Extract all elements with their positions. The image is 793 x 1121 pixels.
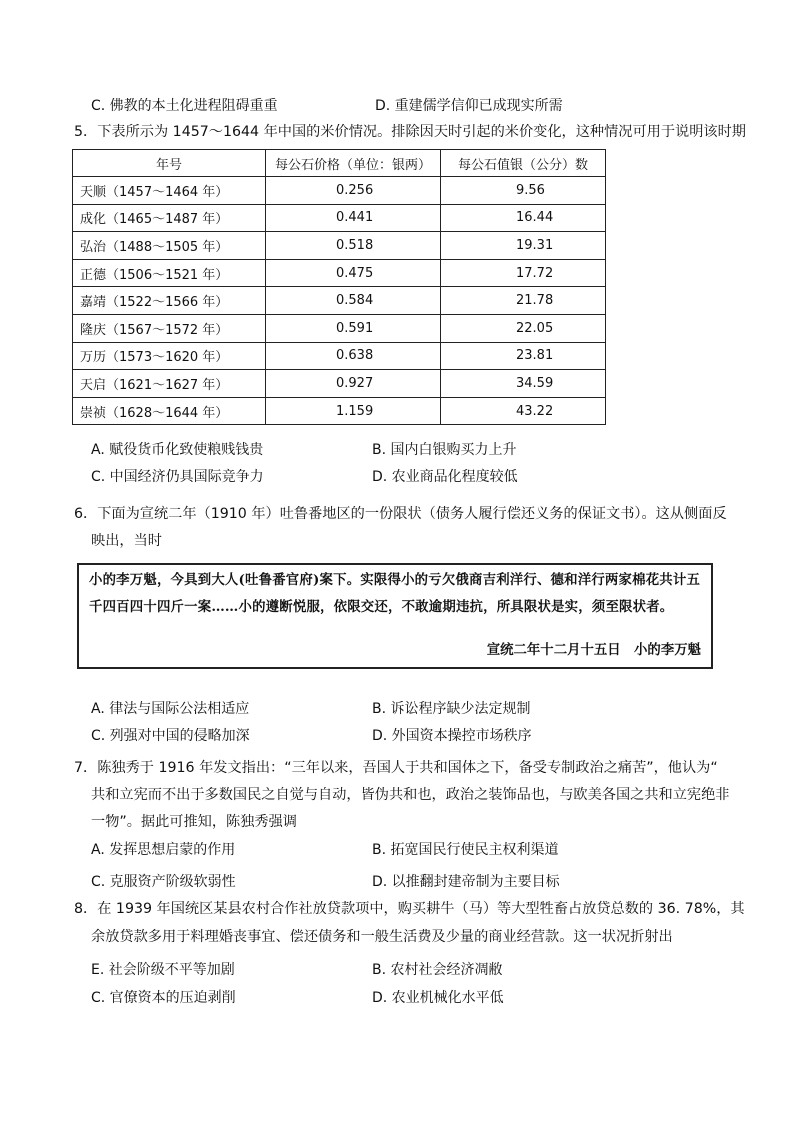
cell-price: 1.159	[266, 397, 441, 425]
q6-option-a: A. 律法与国际公法相适应	[91, 701, 250, 717]
cell-price: 0.441	[266, 204, 441, 232]
q8-option-a: E. 社会阶级不平等加剧	[91, 962, 235, 978]
pledge-document-text: 小的李万魁，今具到大人(吐鲁番官府)案下。实限得小的亏欠俄商吉利洋行、德和洋行两家棉花共计五千四百四十四斤一案……小的遵断悦服，依限交还，不敢逾期违抗，所具限状是实，须至限状者。	[89, 572, 701, 615]
cell-grams: 19.31	[441, 232, 606, 260]
cell-era: 崇祯（1628～1644 年）	[73, 397, 266, 425]
q7-stem-line3: 一物”。据此可推知，陈独秀强调	[91, 814, 297, 830]
q5-option-b: B. 国内白银购买力上升	[372, 442, 517, 458]
cell-era: 天顺（1457～1464 年）	[73, 177, 266, 205]
table-row	[73, 287, 606, 315]
cell-era: 天启（1621～1627 年）	[73, 370, 266, 398]
cell-grams: 17.72	[441, 259, 606, 287]
cell-grams: 34.59	[441, 370, 606, 398]
cell-era: 嘉靖（1522～1566 年）	[73, 287, 266, 315]
q4-option-c: C. 佛教的本土化进程阻碍重重	[91, 98, 278, 114]
q5-stem: 5．下表所示为 1457～1644 年中国的米价情况。排除因天时引起的米价变化，这种情况可用于说明该时期	[74, 124, 746, 140]
cell-era: 万历（1573～1620 年）	[73, 342, 266, 370]
q7-option-c: C. 克服资产阶级软弱性	[91, 874, 236, 890]
q5-option-c: C. 中国经济仍具国际竞争力	[91, 469, 264, 485]
q8-stem-line1: 8．在 1939 年国统区某县农村合作社放贷款项中，购买耕牛（马）等大型牲畜占放贷总数的 36. 78%，其	[74, 901, 745, 917]
table-row	[73, 397, 606, 425]
cell-price: 0.518	[266, 232, 441, 260]
table-row	[73, 314, 606, 342]
q8-option-c: C. 官僚资本的压迫剥削	[91, 990, 236, 1006]
header-era: 年号	[73, 150, 266, 177]
q5-option-a: A. 赋役货币化致使粮贱钱贵	[91, 442, 264, 458]
cell-price: 0.591	[266, 314, 441, 342]
table-row	[73, 204, 606, 232]
header-price: 每公石价格（单位：银两）	[266, 150, 441, 177]
pledge-document-signature: 宣统二年十二月十五日 小的李万魁	[486, 642, 701, 658]
cell-grams: 23.81	[441, 342, 606, 370]
cell-era: 隆庆（1567～1572 年）	[73, 314, 266, 342]
cell-price: 0.638	[266, 342, 441, 370]
q7-stem-line2: 共和立宪而不出于多数国民之自觉与自动，皆伪共和也，政治之装饰品也，与欧美各国之共和立宪绝非	[91, 787, 730, 803]
q7-option-b: B. 拓宽国民行使民主权利渠道	[372, 842, 559, 858]
cell-era: 弘治（1488～1505 年）	[73, 232, 266, 260]
cell-grams: 22.05	[441, 314, 606, 342]
cell-price: 0.256	[266, 177, 441, 205]
q6-stem-line2: 映出，当时	[91, 533, 162, 549]
table-row	[73, 232, 606, 260]
q7-stem-line1: 7．陈独秀于 1916 年发文指出：“三年以来，吾国人于共和国体之下，备受专制政治之痛苦”，他认为“	[74, 760, 718, 776]
table-row	[73, 370, 606, 398]
q6-option-b: B. 诉讼程序缺少法定规制	[372, 701, 531, 717]
table-row	[73, 342, 606, 370]
table-row	[73, 259, 606, 287]
cell-era: 成化（1465～1487 年）	[73, 204, 266, 232]
q4-option-d: D. 重建儒学信仰已成现实所需	[375, 98, 563, 114]
table-header-row	[73, 150, 606, 177]
q6-option-d: D. 外国资本操控市场秩序	[372, 728, 532, 744]
cell-price: 0.584	[266, 287, 441, 315]
cell-era: 正德（1506～1521 年）	[73, 259, 266, 287]
q7-option-d: D. 以推翻封建帝制为主要目标	[372, 874, 560, 890]
cell-grams: 16.44	[441, 204, 606, 232]
q7-option-a: A. 发挥思想启蒙的作用	[91, 842, 236, 858]
q8-option-b: B. 农村社会经济凋敝	[372, 962, 503, 978]
q6-option-c: C. 列强对中国的侵略加深	[91, 728, 250, 744]
cell-price: 0.475	[266, 259, 441, 287]
cell-grams: 21.78	[441, 287, 606, 315]
pledge-document-box	[77, 563, 713, 669]
q8-option-d: D. 农业机械化水平低	[372, 990, 504, 1006]
cell-price: 0.927	[266, 370, 441, 398]
rice-price-table	[72, 149, 606, 425]
cell-grams: 9.56	[441, 177, 606, 205]
cell-grams: 43.22	[441, 397, 606, 425]
header-grams: 每公石值银（公分）数	[441, 150, 606, 177]
q6-stem-line1: 6．下面为宣统二年（1910 年）吐鲁番地区的一份限状（债务人履行偿还义务的保证文书）。这从侧面反	[74, 506, 727, 522]
q5-option-d: D. 农业商品化程度较低	[372, 469, 518, 485]
q8-stem-line2: 余放贷款多用于料理婚丧事宜、偿还债务和一般生活费及少量的商业经营款。这一状况折射出	[91, 929, 673, 945]
table-row	[73, 177, 606, 205]
